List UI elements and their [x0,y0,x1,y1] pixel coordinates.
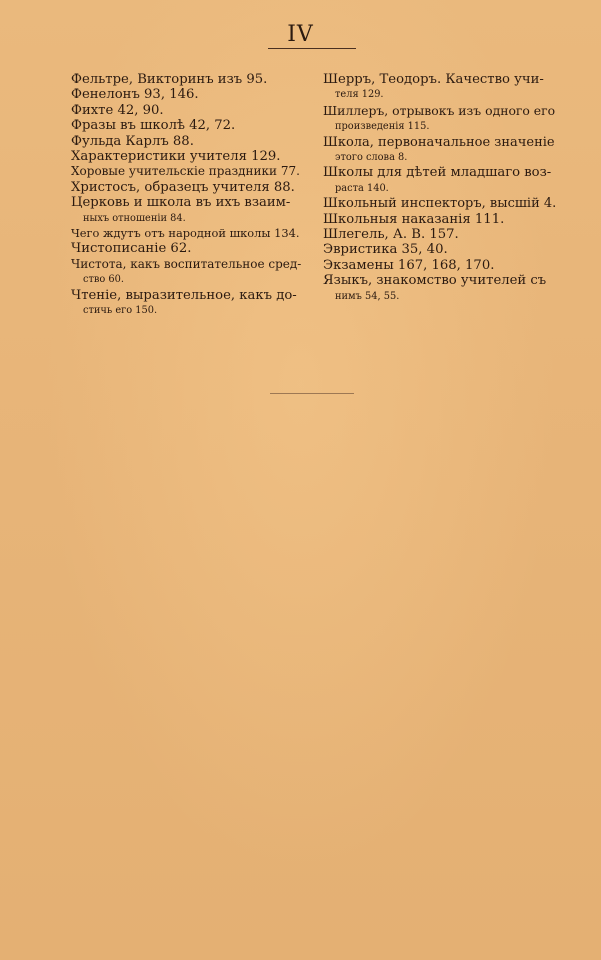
index-entry-continuation: произведенія 115. [335,121,430,133]
index-entry-text: Чистота, какъ воспитательное сред- [71,256,302,271]
index-entry-text: Экзамены 167, 168, 170. [323,257,495,273]
index-entry-text: Школы для дѣтей младшаго воз- [323,165,552,181]
index-entry [71,72,303,87]
index-entry [71,195,303,226]
index-entry [323,196,556,211]
index-entry-text: Фульда Карлъ 88. [71,133,194,149]
index-entry-text: Христосъ, образецъ учителя 88. [71,179,295,195]
index-entry-text: Хоровые учительскіе праздники 77. [71,164,300,179]
index-entry-text: Фельтре, Викторинъ изъ 95. [71,72,268,87]
index-entry-text: Школьныя наказанія 111. [323,211,505,227]
index-entry-text: Фихте 42, 90. [71,102,164,118]
index-entry [71,257,303,288]
page-number: IV [287,22,314,47]
index-entry-continuation: нимъ 54, 55. [335,290,400,302]
index-entry [71,226,303,241]
index-entry-text: Чего ждутъ отъ народной школы 134. [71,226,300,241]
index-entry-continuation: ныхъ отношеніи 84. [83,212,186,224]
index-entry-continuation: ство 60. [83,274,125,286]
index-entry [71,103,303,118]
index-entry [323,135,556,166]
index-entry-text: Шлегель, А. В. 157. [323,227,459,243]
index-entry-text: Фразы въ школѣ 42, 72. [71,118,236,134]
index-entry-text: Церковь и школа въ ихъ взаим- [71,195,291,211]
index-entry [323,242,556,257]
index-entry-text: Языкъ, знакомство учителей съ [323,273,547,289]
index-entry-text: Шиллеръ, отрывокъ изъ одного его [323,102,556,118]
index-entry [323,72,556,103]
index-entry [71,118,303,133]
index-entry [71,180,303,195]
index-entry-text: Чистописаніе 62. [71,241,192,257]
index-entry-continuation: теля 129. [335,89,384,101]
index-entry-text: Характеристики учителя 129. [71,149,281,165]
index-entry-text: Фенелонъ 93, 146. [71,87,199,103]
index-entry-text: Эвристика 35, 40. [323,242,448,258]
index-entry [323,165,556,196]
index-entry-text: Школа, первоначальное значеніе [323,134,555,150]
index-entry-text: Школьный инспекторъ, высшій 4. [323,196,557,212]
index-entry-continuation: раста 140. [335,182,389,194]
index-entry [323,258,556,273]
index-entry [71,134,303,149]
index-entry [323,212,556,227]
index-column-right [323,72,556,304]
index-entry-text: Чтеніе, выразительное, какъ до- [71,287,297,303]
index-entry-text: Шерръ, Теодоръ. Качество учи- [323,72,544,87]
index-entry [323,103,556,135]
index-entry [71,164,303,179]
index-entry-continuation: стичь его 150. [83,305,158,317]
header-rule [268,48,356,49]
index-entry [71,87,303,102]
index-entry [323,273,556,304]
index-entry [71,288,303,319]
section-end-rule [270,393,354,394]
index-entry-continuation: этого слова 8. [335,152,408,164]
index-entry [323,227,556,242]
index-column-left [71,72,303,319]
index-entry [71,149,303,164]
index-entry [71,241,303,256]
